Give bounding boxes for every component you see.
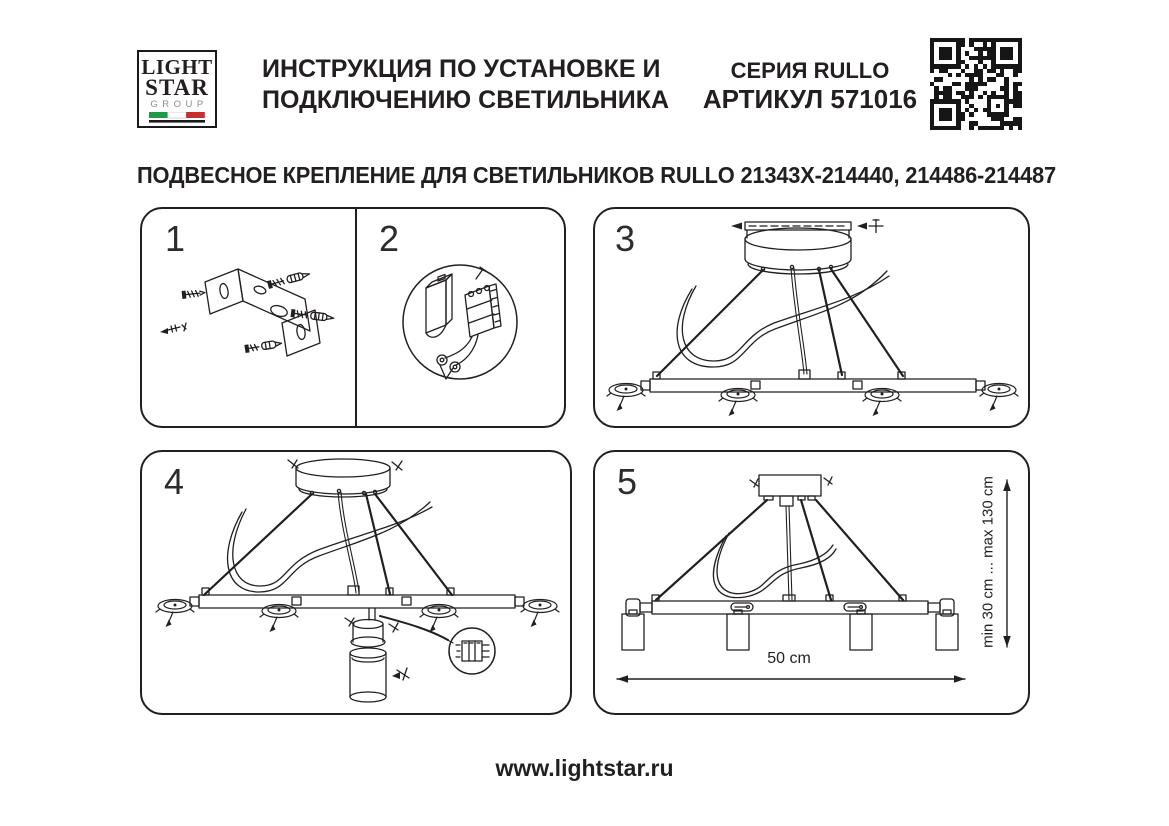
step-3-number: 3: [615, 218, 636, 259]
step-5-number: 5: [617, 461, 638, 502]
step-4-number: 4: [164, 461, 185, 502]
step-1-number: 1: [165, 218, 186, 259]
qr-code: [930, 38, 1022, 130]
step1-bracket-diagram: [142, 209, 355, 426]
step4-shade-mounting-diagram: [142, 452, 570, 713]
panel-step-3: [593, 207, 1030, 428]
subtitle: ПОДВЕСНОЕ КРЕПЛЕНИЕ ДЛЯ СВЕТИЛЬНИКОВ RULLO 21343X-214440, 214486-214487: [137, 162, 1056, 188]
panel-step-4: [140, 450, 572, 715]
screw-icon: [160, 323, 186, 334]
logo-word-light: LIGHT: [141, 55, 213, 79]
series-label: СЕРИЯ RULLO: [730, 58, 890, 83]
panel-step-5: [593, 450, 1030, 715]
logo-word-group: GROUP: [150, 99, 208, 110]
title-line-1: ИНСТРУКЦИЯ ПО УСТАНОВКЕ И: [262, 55, 661, 83]
logo-word-star: STAR: [145, 75, 209, 100]
product-info: [703, 58, 917, 114]
step3-hanging-diagram: [595, 209, 1028, 426]
panel-steps-1-2: [140, 207, 566, 428]
lightstar-logo: [137, 50, 217, 128]
width-dimension-label: 50 cm: [767, 650, 811, 667]
step5-assembled-diagram: [595, 452, 1028, 713]
page-title: [262, 54, 669, 116]
website-url: www.lightstar.ru: [495, 755, 674, 781]
title-line-2: ПОДКЛЮЧЕНИЮ СВЕТИЛЬНИКА: [262, 86, 670, 114]
height-dimension-label: min 30 cm ... max 130 cm: [979, 476, 997, 648]
step-2-number: 2: [379, 218, 400, 259]
article-label: АРТИКУЛ 571016: [702, 84, 918, 114]
step2-wiring-diagram: [355, 209, 568, 426]
italian-flag-stripe: [148, 112, 206, 123]
